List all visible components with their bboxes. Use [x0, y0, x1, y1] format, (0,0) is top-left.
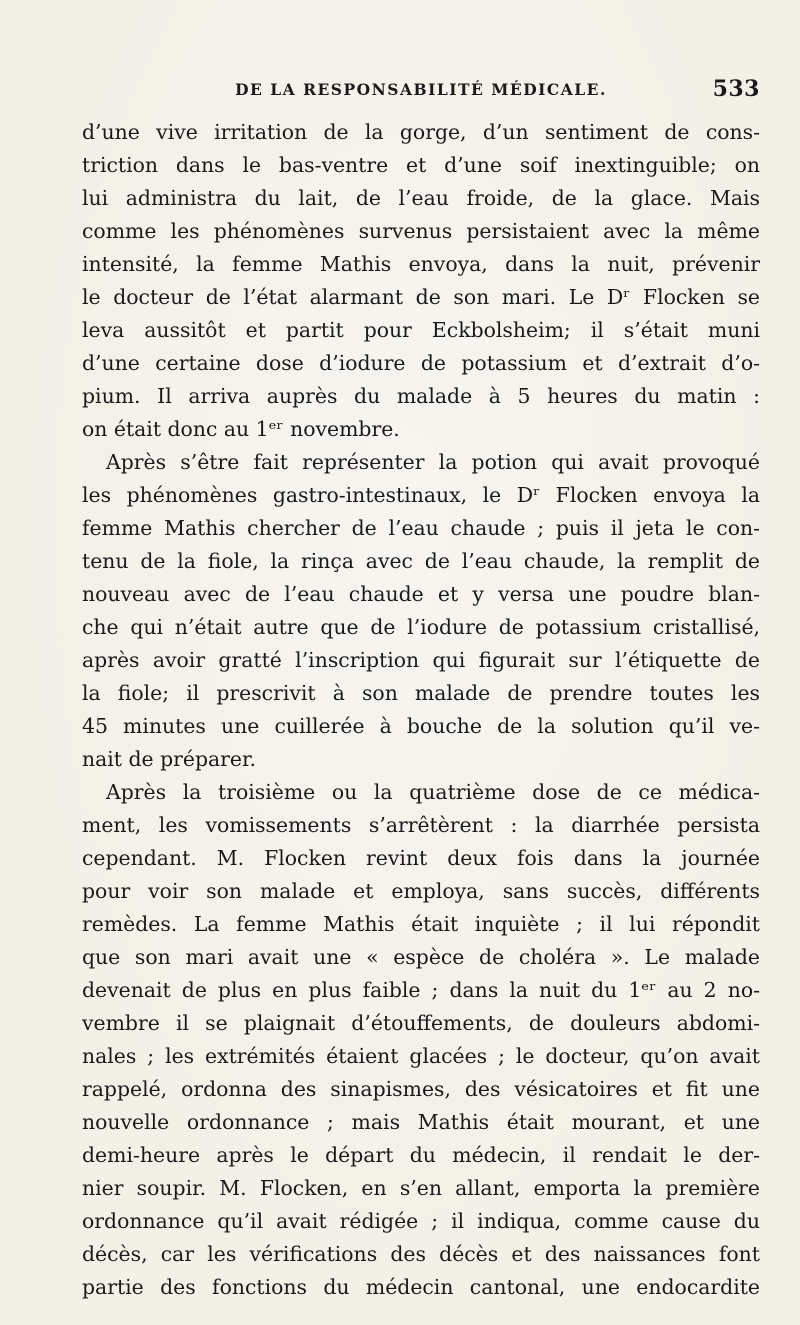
text-line: partie des fonctions du médecin cantonal, une endocardite [82, 1275, 760, 1299]
text-line: tenu de la fiole, la rinça avec de l’eau chaude, la remplit de [82, 549, 760, 573]
text-line: intensité, la femme Mathis envoya, dans la nuit, prévenir [82, 252, 760, 276]
text-line: remèdes. La femme Mathis était inquiète ; il lui répondit [82, 912, 760, 936]
text-line: nier soupir. M. Flocken, en s’en allant, emporta la première [82, 1176, 760, 1200]
text-line: décès, car les vérifications des décès et des naissances font [82, 1242, 760, 1266]
text-line: ment, les vomissements s’arrêtèrent : la diarrhée persista [82, 813, 760, 837]
text-line: che qui n’était autre que de l’iodure de potassium cristallisé, [82, 615, 760, 639]
text-line: cependant. M. Flocken revint deux fois dans la journée [82, 846, 760, 870]
body-text [82, 116, 760, 1304]
text-line: d’une certaine dose d’iodure de potassium et d’extrait d’o- [82, 351, 760, 375]
text-line: que son mari avait une « espèce de choléra ». Le malade [82, 945, 760, 969]
text-line: la fiole; il prescrivit à son malade de prendre toutes les [82, 681, 760, 705]
page-header [82, 76, 760, 104]
text-line: Après s’être fait représenter la potion qui avait provoqué [106, 450, 760, 474]
text-line: femme Mathis chercher de l’eau chaude ; puis il jeta le con- [82, 516, 760, 540]
text-line: les phénomènes gastro-intestinaux, le Dʳ Flocken envoya la [82, 483, 760, 507]
text-line: nales ; les extrémités étaient glacées ; le docteur, qu’on avait [82, 1044, 760, 1068]
text-line: devenait de plus en plus faible ; dans la nuit du 1ᵉʳ au 2 no- [82, 978, 760, 1002]
text-line: pium. Il arriva auprès du malade à 5 heures du matin : [82, 384, 760, 408]
running-head: DE LA RESPONSABILITÉ MÉDICALE. [235, 80, 607, 99]
text-line: on était donc au 1ᵉʳ novembre. [82, 417, 400, 441]
text-line: vembre il se plaignait d’étouffements, de douleurs abdomi- [82, 1011, 760, 1035]
text-line: Après la troisième ou la quatrième dose de ce médica- [106, 780, 760, 804]
text-line: triction dans le bas-ventre et d’une soif inextinguible; on [82, 153, 760, 177]
text-line: après avoir gratté l’inscription qui figurait sur l’étiquette de [82, 648, 760, 672]
text-line: d’une vive irritation de la gorge, d’un sentiment de cons- [82, 120, 760, 144]
page-number: 533 [712, 76, 760, 102]
text-line: nait de préparer. [82, 747, 256, 771]
text-line: nouvelle ordonnance ; mais Mathis était mourant, et une [82, 1110, 760, 1134]
text-line: leva aussitôt et partit pour Eckbolsheim; il s’était muni [82, 318, 760, 342]
text-line: lui administra du lait, de l’eau froide, de la glace. Mais [82, 186, 760, 210]
text-line: rappelé, ordonna des sinapismes, des vésicatoires et fit une [82, 1077, 760, 1101]
text-line: ordonnance qu’il avait rédigée ; il indiqua, comme cause du [82, 1209, 760, 1233]
text-line: comme les phénomènes survenus persistaient avec la même [82, 219, 760, 243]
text-line: demi-heure après le départ du médecin, il rendait le der- [82, 1143, 760, 1167]
text-line: nouveau avec de l’eau chaude et y versa une poudre blan- [82, 582, 760, 606]
text-line: pour voir son malade et employa, sans succès, différents [82, 879, 760, 903]
text-line: le docteur de l’état alarmant de son mari. Le Dʳ Flocken se [82, 285, 760, 309]
text-line: 45 minutes une cuillerée à bouche de la solution qu’il ve- [82, 714, 760, 738]
